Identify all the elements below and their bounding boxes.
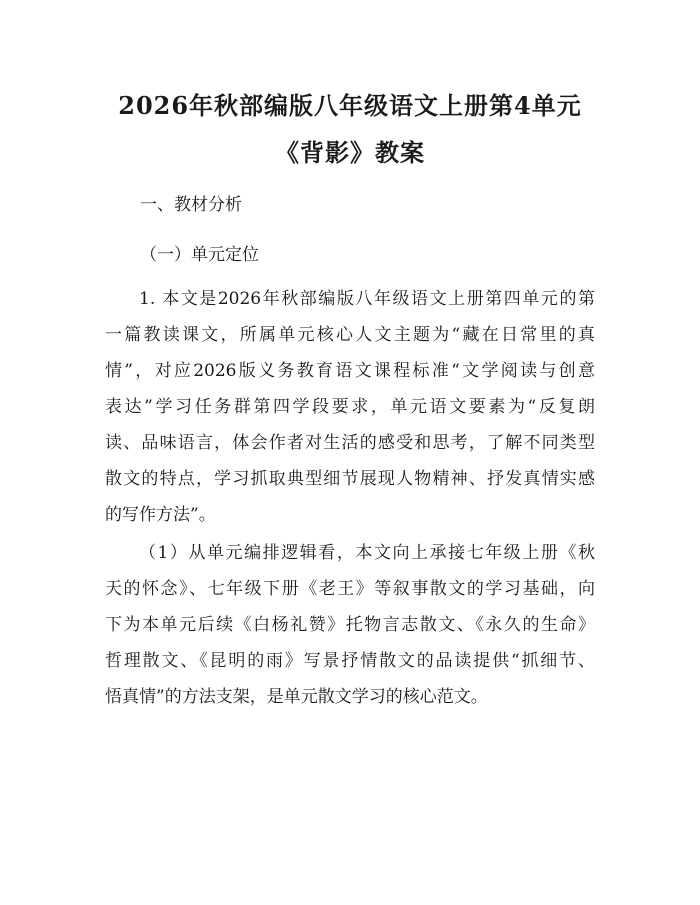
section-heading-textbook-analysis: 一、教材分析 <box>140 195 242 215</box>
paragraph-line: 天的怀念》、七年级下册《老王》等叙事散文的学习基础，向 <box>105 579 595 599</box>
paragraph-line: 悟真情”的方法支架，是单元散文学习的核心范文。 <box>105 687 488 707</box>
paragraph-line: （1）从单元编排逻辑看，本文向上承接七年级上册《秋 <box>139 543 595 563</box>
paragraph-line: 一篇教读课文，所属单元核心人文主题为“藏在日常里的真 <box>105 325 595 345</box>
subsection-heading-unit-position: （一）单元定位 <box>140 245 259 265</box>
paragraph-line: 表达”学习任务群第四学段要求，单元语文要素为“反复朗 <box>105 397 595 417</box>
paragraph-line: 1. 本文是2026年秋部编版八年级语文上册第四单元的第 <box>139 289 595 309</box>
paragraph-line: 下为本单元后续《白杨礼赞》托物言志散文、《永久的生命》 <box>105 615 595 635</box>
paragraph-line: 的写作方法”。 <box>105 505 216 525</box>
paragraph-line: 读、品味语言，体会作者对生活的感受和思考，了解不同类型 <box>105 433 595 453</box>
paragraph-line: 散文的特点，学习抓取典型细节展现人物精神、抒发真情实感 <box>105 469 595 489</box>
paragraph-line: 哲理散文、《昆明的雨》写景抒情散文的品读提供“抓细节、 <box>105 651 595 671</box>
paragraph-unit-logic <box>105 535 595 715</box>
paragraph-unit-overview <box>105 281 595 533</box>
document-title-line-2: 《背影》教案 <box>275 138 425 167</box>
document-title-line-1: 2026年秋部编版八年级语文上册第4单元 <box>118 91 582 120</box>
paragraph-line: 情”，对应2026版义务教育语文课程标准“文学阅读与创意 <box>105 361 595 381</box>
